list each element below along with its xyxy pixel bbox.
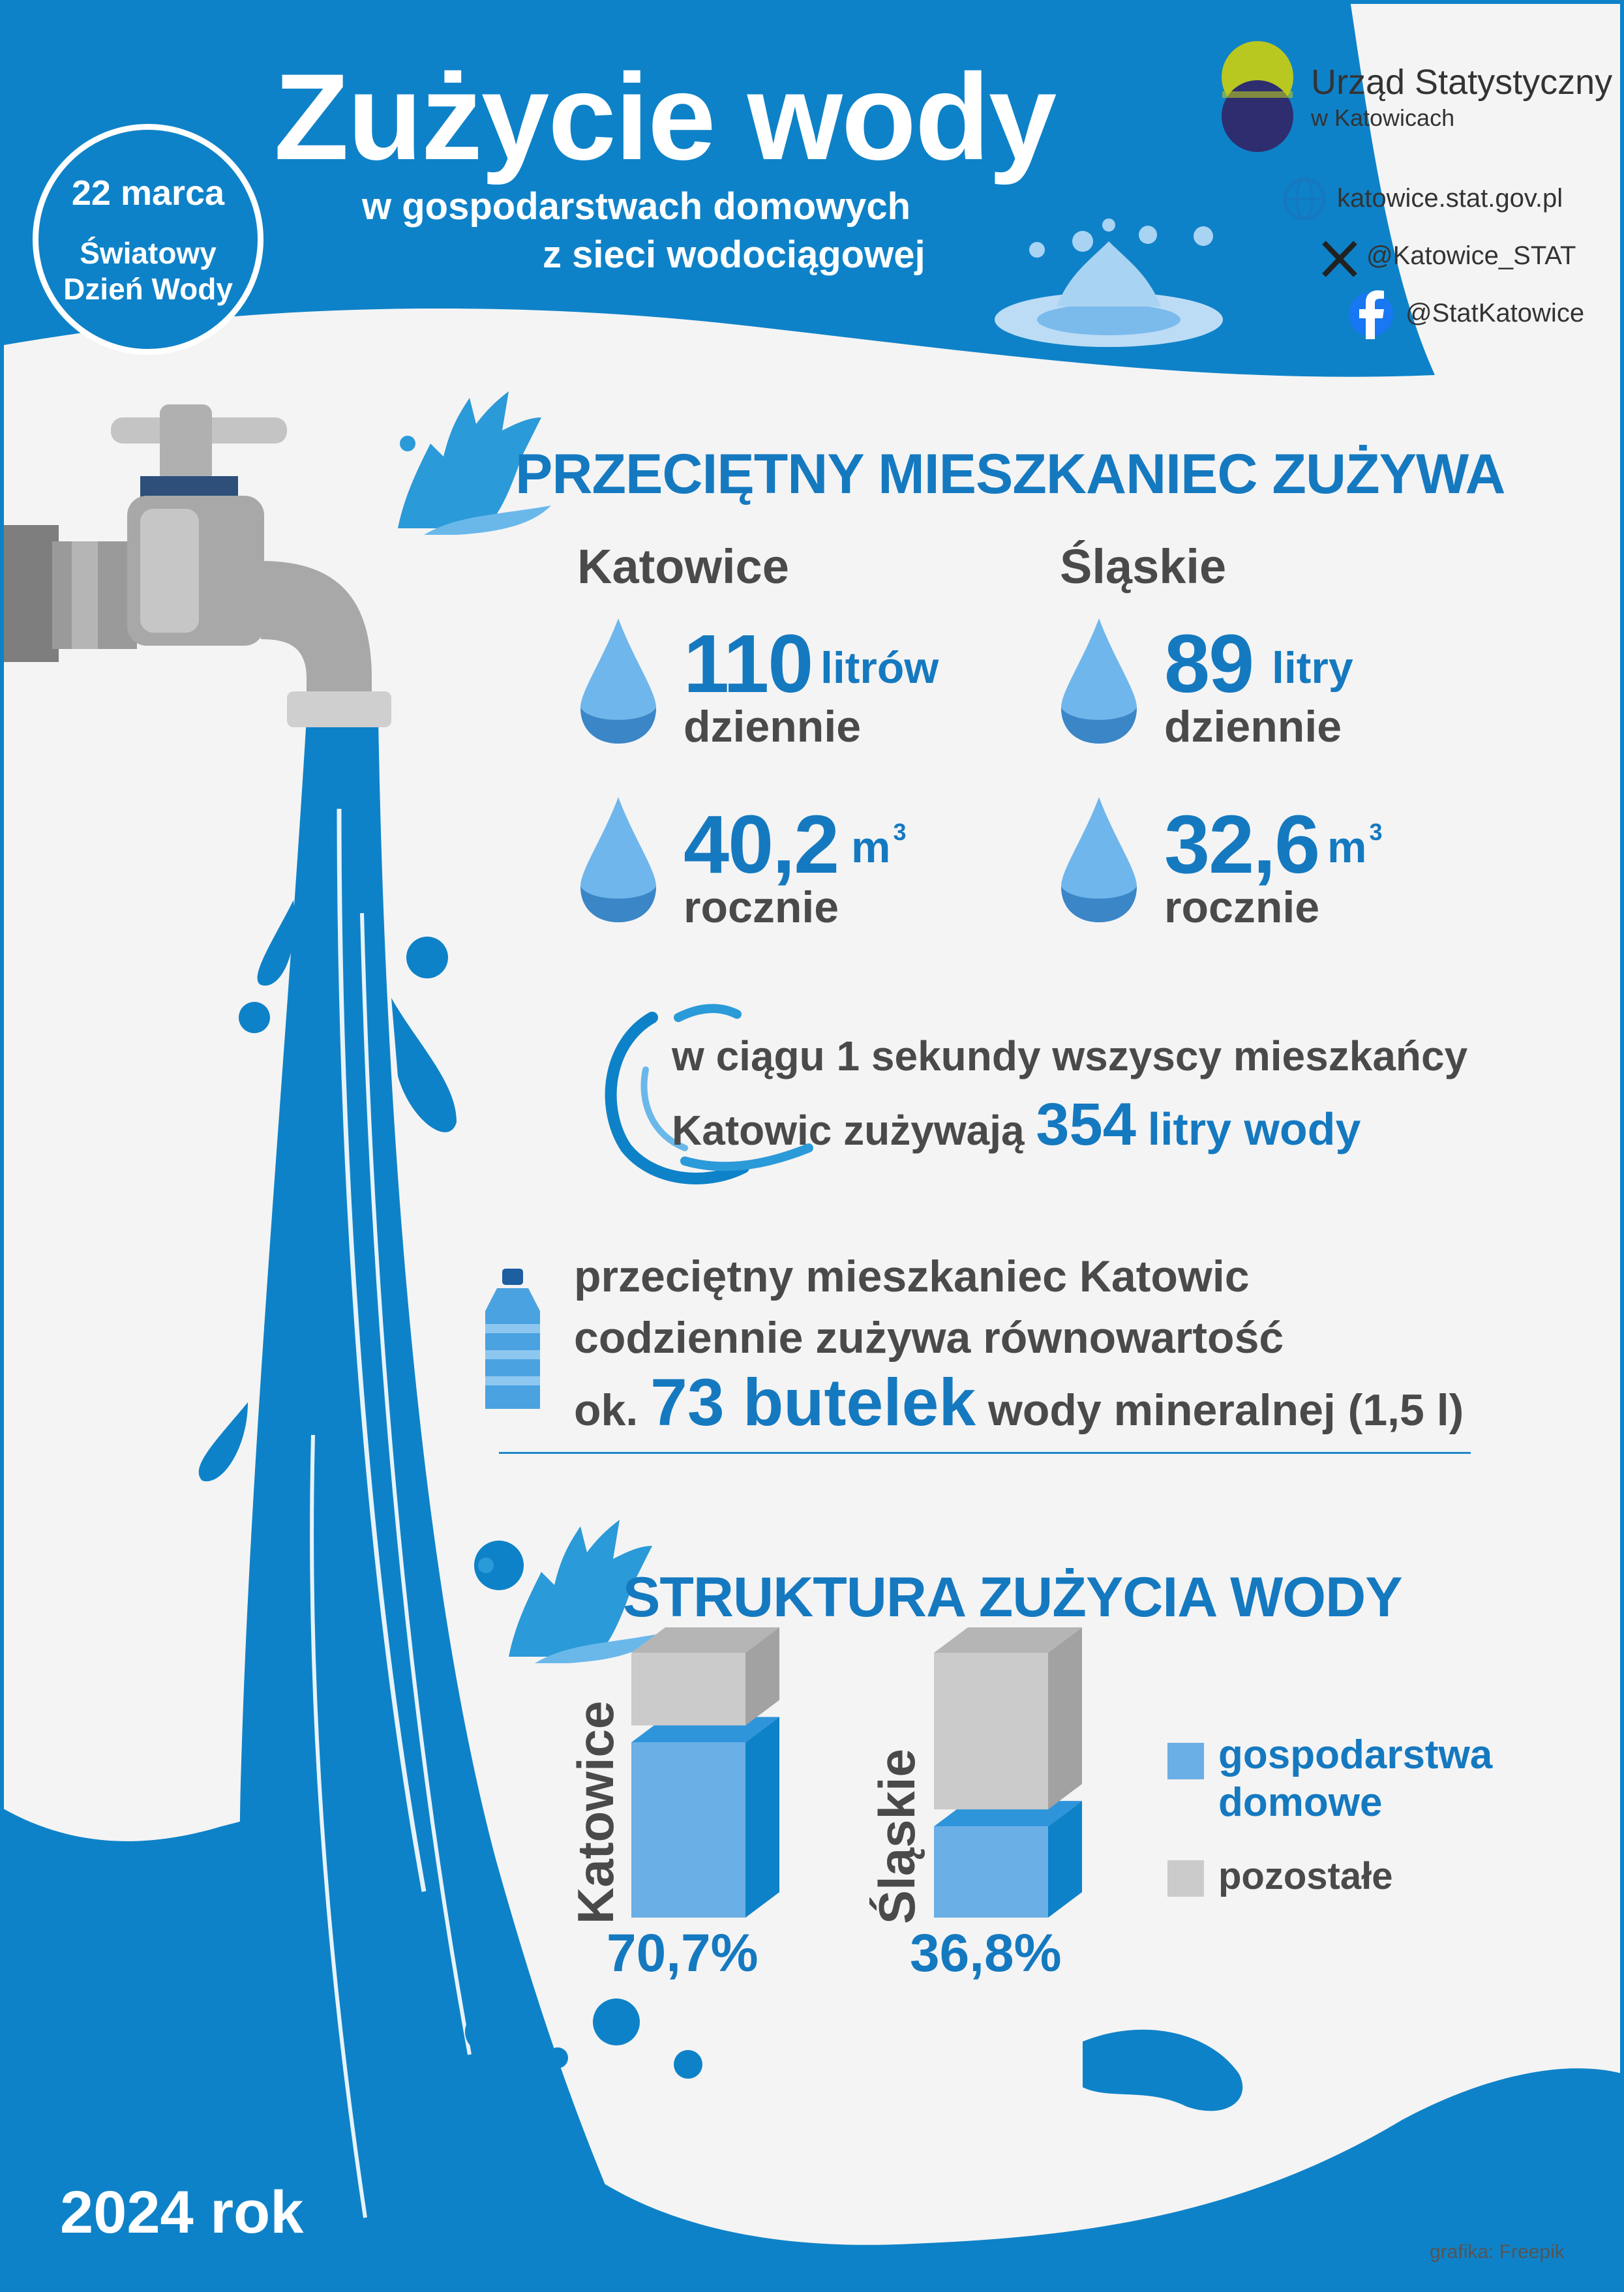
bar-front-households-slaskie xyxy=(934,1826,1048,1918)
katowice-daily-value: 110 xyxy=(684,618,813,710)
bottles-value: 73 butelek xyxy=(650,1365,976,1440)
x-handle-link[interactable]: @Katowice_STAT xyxy=(1366,241,1576,270)
chart-data-label-slaskie: 36,8% xyxy=(910,1923,1062,1983)
gus-logo xyxy=(1222,41,1293,152)
column-title-slaskie: Śląskie xyxy=(1060,539,1227,594)
section-heading-structure: STRUKTURA ZUŻYCIA WODY xyxy=(623,1566,1402,1629)
slaskie-daily-unit: litry xyxy=(1272,643,1353,693)
katowice-daily-label: dziennie xyxy=(684,702,862,751)
bar-front-households-katowice xyxy=(631,1742,745,1918)
per-second-text-line2: Katowic zużywają 354 litry wody xyxy=(672,1091,1361,1158)
organization-location: w Katowicach xyxy=(1311,104,1455,131)
bar-front-other-slaskie xyxy=(934,1653,1048,1809)
event-date: 22 marca xyxy=(71,173,225,213)
slaskie-yearly-value: 32,6 xyxy=(1164,798,1319,890)
katowice-yearly-unit: m $^3$ xyxy=(851,819,907,872)
facebook-link[interactable]: @StatKatowice xyxy=(1406,299,1585,327)
page-subtitle-line1: w gospodarstwach domowych xyxy=(362,185,911,228)
section-divider xyxy=(499,1452,1471,1454)
bar-side-households-katowice xyxy=(745,1717,779,1918)
chart-data-label-katowice: 70,7% xyxy=(607,1923,759,1983)
bottles-text-line3: ok. 73 butelek wody mineralnej (1,5 l) xyxy=(574,1365,1464,1440)
per-second-unit: litry wody xyxy=(1147,1104,1361,1154)
legend-swatch-other xyxy=(1167,1860,1204,1897)
slaskie-yearly-unit: m $^3$ xyxy=(1327,819,1383,872)
graphics-credit: grafika: Freepik xyxy=(1430,2241,1565,2263)
katowice-yearly-label: rocznie xyxy=(684,882,839,932)
slaskie-daily-value: 89 xyxy=(1164,618,1254,710)
chart-category-katowice: Katowice xyxy=(567,1700,624,1924)
event-name-line2: Dzień Wody xyxy=(63,272,233,307)
structure-chart xyxy=(631,1627,1082,1918)
bar-side-other-slaskie xyxy=(1048,1627,1082,1809)
page-title: Zużycie wody xyxy=(274,48,1056,185)
per-second-value: 354 xyxy=(1036,1091,1136,1158)
chart-category-slaskie: Śląskie xyxy=(868,1749,925,1924)
bottles-text-line2: codziennie zużywa równowartość xyxy=(574,1313,1284,1363)
splash-blob xyxy=(1083,2030,1242,2111)
bar-front-other-katowice xyxy=(631,1653,745,1725)
katowice-daily-unit: litrów xyxy=(820,643,939,693)
event-name-line1: Światowy xyxy=(80,236,217,270)
organization-name: Urząd Statystyczny xyxy=(1311,63,1613,102)
legend-label-other: pozostałe xyxy=(1218,1855,1393,1897)
website-link[interactable]: katowice.stat.gov.pl xyxy=(1337,184,1563,213)
slaskie-daily-label: dziennie xyxy=(1164,702,1342,751)
katowice-yearly-value: 40,2 xyxy=(684,798,839,890)
bottles-text-line1: przeciętny mieszkaniec Katowic xyxy=(574,1252,1250,1301)
page-subtitle-line2: z sieci wodociągowej xyxy=(543,234,925,276)
slaskie-yearly-label: rocznie xyxy=(1164,882,1320,932)
faucet-icon xyxy=(0,404,391,727)
event-badge xyxy=(33,124,263,355)
legend-swatch-households xyxy=(1167,1743,1204,1779)
per-second-text-line1: w ciągu 1 sekundy wszyscy mieszkańcy xyxy=(672,1033,1468,1079)
legend-label-households-line2: domowe xyxy=(1218,1780,1383,1825)
footer-year: 2024 rok xyxy=(60,2179,304,2246)
section-heading-average-resident: PRZECIĘTNY MIESZKANIEC ZUŻYWA xyxy=(515,443,1505,505)
column-title-katowice: Katowice xyxy=(577,539,789,594)
water-bottle-icon xyxy=(485,1269,540,1409)
legend-label-households-line1: gospodarstwa xyxy=(1218,1732,1493,1777)
